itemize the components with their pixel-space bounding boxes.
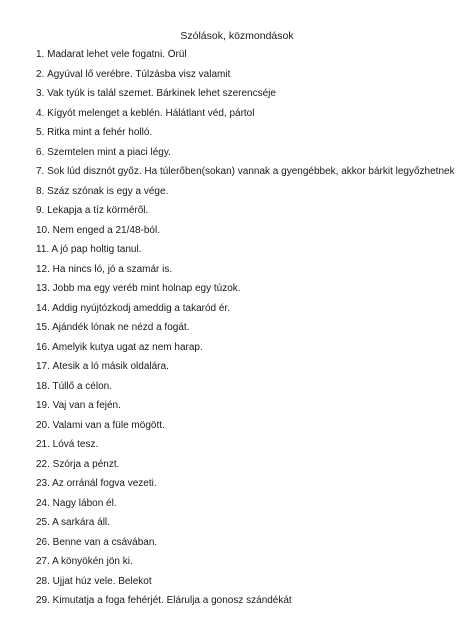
- list-item: 5. Ritka mint a fehér holló.: [36, 127, 153, 138]
- list-item: 28. Ujjat húz vele. Belekot: [36, 575, 152, 587]
- list-item: 27. A könyökén jön ki.: [36, 556, 133, 567]
- list-item: 10. Nem enged a 21/48-ból.: [36, 224, 160, 236]
- list-item: 6. Szemtelen mint a piaci légy.: [36, 146, 171, 158]
- list-item: 24. Nagy lábon él.: [36, 497, 117, 509]
- list-item: 9. Lekapja a tíz körméről.: [36, 205, 149, 216]
- list-item: 23. Az orránál fogva vezeti.: [36, 478, 157, 489]
- list-item: 19. Vaj van a fején.: [36, 400, 121, 411]
- list-item: 7. Sok lúd disznót győz. Ha túlerőben(sokan) vannak a gyengébbek, akkor bárkit legyőzhetnek: [36, 166, 455, 177]
- list-item: 25. A sarkára áll.: [36, 517, 110, 528]
- list-item: 17. Átesik a ló másik oldalára.: [36, 361, 169, 372]
- list-item: 21. Lóvá tesz.: [36, 439, 99, 450]
- list-item: 3. Vak tyúk is talál szemet. Bárkinek lehet szerencséje: [36, 88, 276, 99]
- list-item: 13. Jobb ma egy veréb mint holnap egy túzok.: [36, 283, 241, 294]
- list-item: 22. Szórja a pénzt.: [36, 458, 120, 470]
- list-item: 26. Benne van a csávában.: [36, 536, 158, 548]
- list-item: 14. Addig nyújtózkodj ameddig a takaród ér.: [36, 302, 231, 314]
- list-item: 12. Ha nincs ló, jó a szamár is.: [36, 263, 173, 275]
- list-item: 1. Madarat lehet vele fogatni. Örül: [36, 49, 187, 60]
- list-item: 8. Száz szónak is egy a vége.: [36, 185, 169, 197]
- list-item: 2. Ágyúval lő verébre. Túlzásba visz valamit: [36, 68, 231, 80]
- list-item: 15. Ajándék lónak ne nézd a fogát.: [36, 322, 190, 333]
- list-item: 18. Túllő a célon.: [36, 380, 112, 392]
- list-item: 11. A jó pap holtig tanul.: [36, 244, 142, 255]
- list-item: 29. Kimutatja a foga fehérjét. Elárulja a gonosz szándékát: [36, 595, 292, 606]
- proverb-list: [36, 49, 466, 615]
- list-item: 16. Amelyik kutya ugat az nem harap.: [36, 341, 203, 353]
- list-item: 20. Valami van a füle mögött.: [36, 419, 165, 431]
- document-title: Szólások, közmondások: [180, 30, 294, 42]
- list-item: 4. Kígyót melenget a keblén. Hálátlant véd, pártol: [36, 107, 255, 119]
